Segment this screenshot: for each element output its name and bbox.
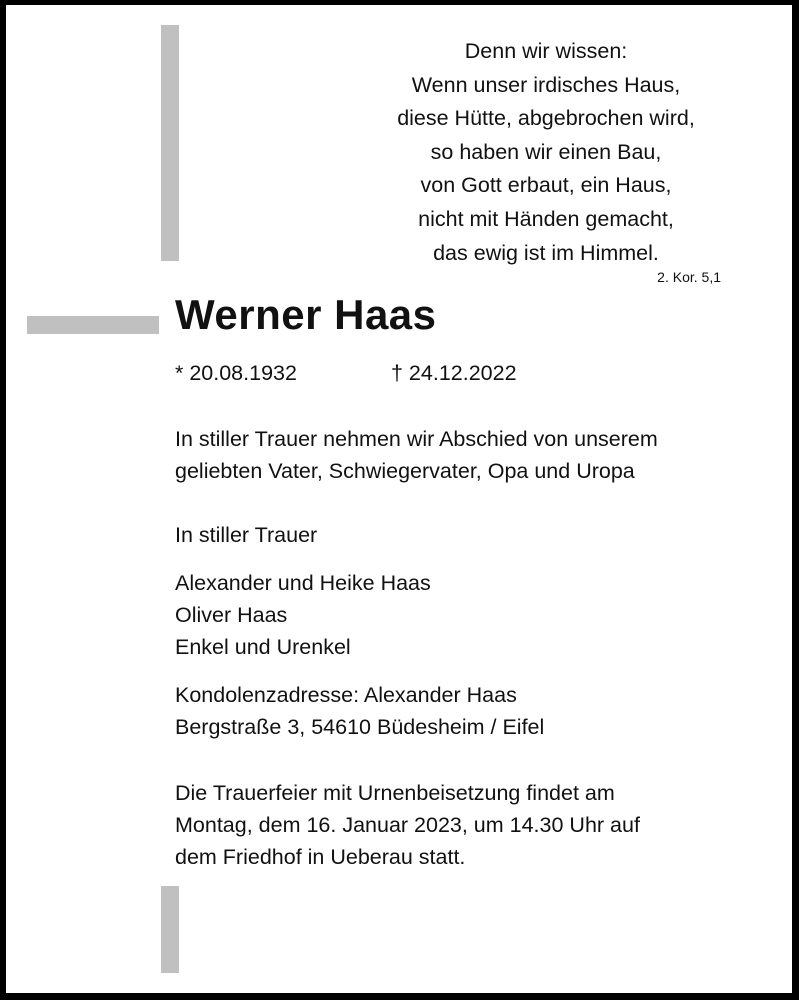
ceremony-line: Montag, dem 16. Januar 2023, um 14.30 Uhr auf [175,813,640,837]
mourner-name: Enkel und Urenkel [175,635,351,659]
bible-verse [346,35,746,270]
life-dates [175,361,517,386]
farewell-line: In stiller Trauer nehmen wir Abschied von unserem [175,427,658,451]
ceremony-info [175,777,640,873]
verse-line: Wenn unser irdisches Haus, [411,72,681,97]
farewell-text [175,423,658,487]
verse-line: so haben wir einen Bau, [430,139,662,164]
mourner-name: Oliver Haas [175,603,288,627]
condolence-line: Bergstraße 3, 54610 Büdesheim / Eifel [175,715,545,739]
obituary-notice [6,5,792,993]
verse-line: nicht mit Händen gemacht, [418,206,674,231]
cross-bar-horizontal [27,316,159,334]
verse-line: Denn wir wissen: [464,39,628,63]
cross-bar-bottom-vertical [161,886,179,973]
mourning-label: In stiller Trauer [175,523,318,547]
birth-date: * 20.08.1932 [175,361,297,385]
verse-line: das ewig ist im Himmel. [433,240,659,265]
cross-bar-top-vertical [161,25,179,261]
condolence-line: Kondolenzadresse: Alexander Haas [175,683,517,707]
farewell-line: geliebten Vater, Schwiegervater, Opa und Uropa [175,459,635,483]
condolence-address [175,679,544,743]
ceremony-line: dem Friedhof in Ueberau statt. [175,845,466,869]
verse-source: 2. Kor. 5,1 [657,269,721,285]
deceased-name: Werner Haas [175,291,437,338]
mourners-list [175,567,431,663]
ceremony-line: Die Trauerfeier mit Urnenbeisetzung findet am [175,781,615,805]
mourner-name: Alexander und Heike Haas [175,571,431,595]
death-date: † 24.12.2022 [391,361,517,385]
verse-line: von Gott erbaut, ein Haus, [420,173,672,198]
verse-line: diese Hütte, abgebrochen wird, [397,106,695,131]
